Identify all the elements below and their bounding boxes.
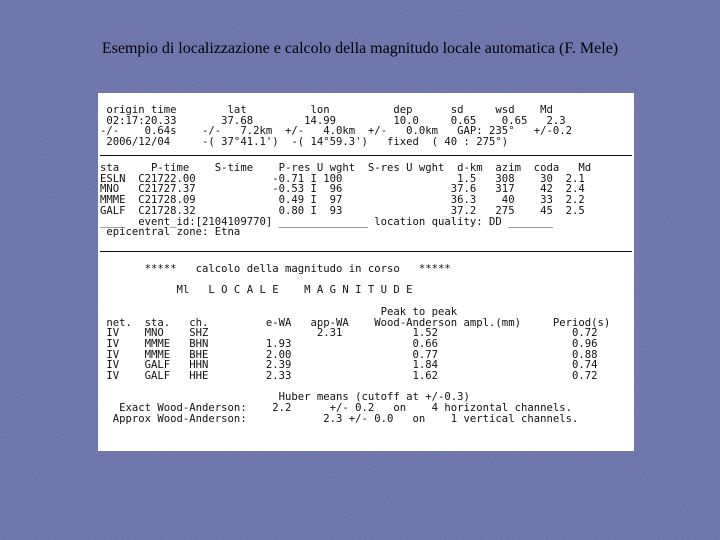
- phase-line-4: GALF C21728.32 0.80 I 93 37.2 275 45 2.5: [100, 204, 585, 217]
- separator-rule-middle: [100, 251, 632, 252]
- magnitude-line-9: IV GALF HHN 2.39 1.84 0.74: [100, 359, 598, 372]
- location-line-2: -/- 0.64s -/- 7.2km +/- 4.0km +/- 0.0km GAP: 235° +/-0.2: [100, 125, 572, 138]
- magnitude-block: [100, 264, 610, 425]
- magnitude-line-6: IV MNO SHZ 2.31 1.52 0.72: [100, 327, 598, 340]
- magnitude-line-0: ***** calcolo della magnitudo in corso *****: [100, 263, 451, 275]
- location-line-1: 02:17:20.33 37.68 14.99 10.0 0.65 0.65 2.3: [100, 114, 566, 127]
- phase-line-3: MMME C21728.09 0.49 I 97 36.3 40 33 2.2: [100, 194, 585, 207]
- location-line-3: 2006/12/04 -( 37°41.1') -( 14°59.3') fixed ( 40 : 275°): [100, 136, 509, 149]
- phase-line-6: epicentral zone: Etna: [100, 226, 241, 239]
- slide-title: Esempio di localizzazione e calcolo della magnitudo locale automatica (F. Mele): [101, 40, 619, 57]
- phase-line-0: sta P-time S-time P-res U wght S-res U wght d-km azim coda Md: [100, 162, 592, 174]
- phase-line-2: MNO C21727.37 -0.53 I 96 37.6 317 42 2.4: [100, 183, 585, 196]
- magnitude-line-5: net. sta. ch. e-WA app-WA Wood-Anderson ampl.(mm) Period(s): [100, 316, 611, 329]
- magnitude-line-2: Ml L O C A L E M A G N I T U D E: [100, 284, 413, 297]
- location-line-0: origin time lat lon dep sd wsd Md: [100, 104, 553, 116]
- phase-line-1: ESLN C21722.00 -0.71 I 100 1.5 308 30 2.1: [100, 172, 585, 185]
- phase-table: [100, 163, 591, 238]
- terminal-screenshot: [98, 93, 634, 451]
- separator-rule-top: [100, 155, 632, 156]
- magnitude-line-8: IV MMME BHE 2.00 0.77 0.88: [100, 348, 598, 361]
- location-block: [100, 105, 572, 148]
- magnitude-line-12: Huber means (cutoff at +/-0.3): [100, 391, 470, 404]
- magnitude-line-4: Peak to peak: [100, 305, 458, 318]
- magnitude-line-10: IV GALF HHE 2.33 1.62 0.72: [100, 370, 598, 383]
- magnitude-line-14: Approx Wood-Anderson: 2.3 +/- 0.0 on 1 vertical channels.: [100, 412, 579, 425]
- magnitude-line-7: IV MMME BHN 1.93 0.66 0.96: [100, 337, 598, 350]
- magnitude-line-13: Exact Wood-Anderson: 2.2 +/- 0.2 on 4 horizontal channels.: [100, 402, 572, 415]
- phase-line-5: ____ event_id:[2104109770] ______________ location quality: DD _______: [100, 215, 553, 228]
